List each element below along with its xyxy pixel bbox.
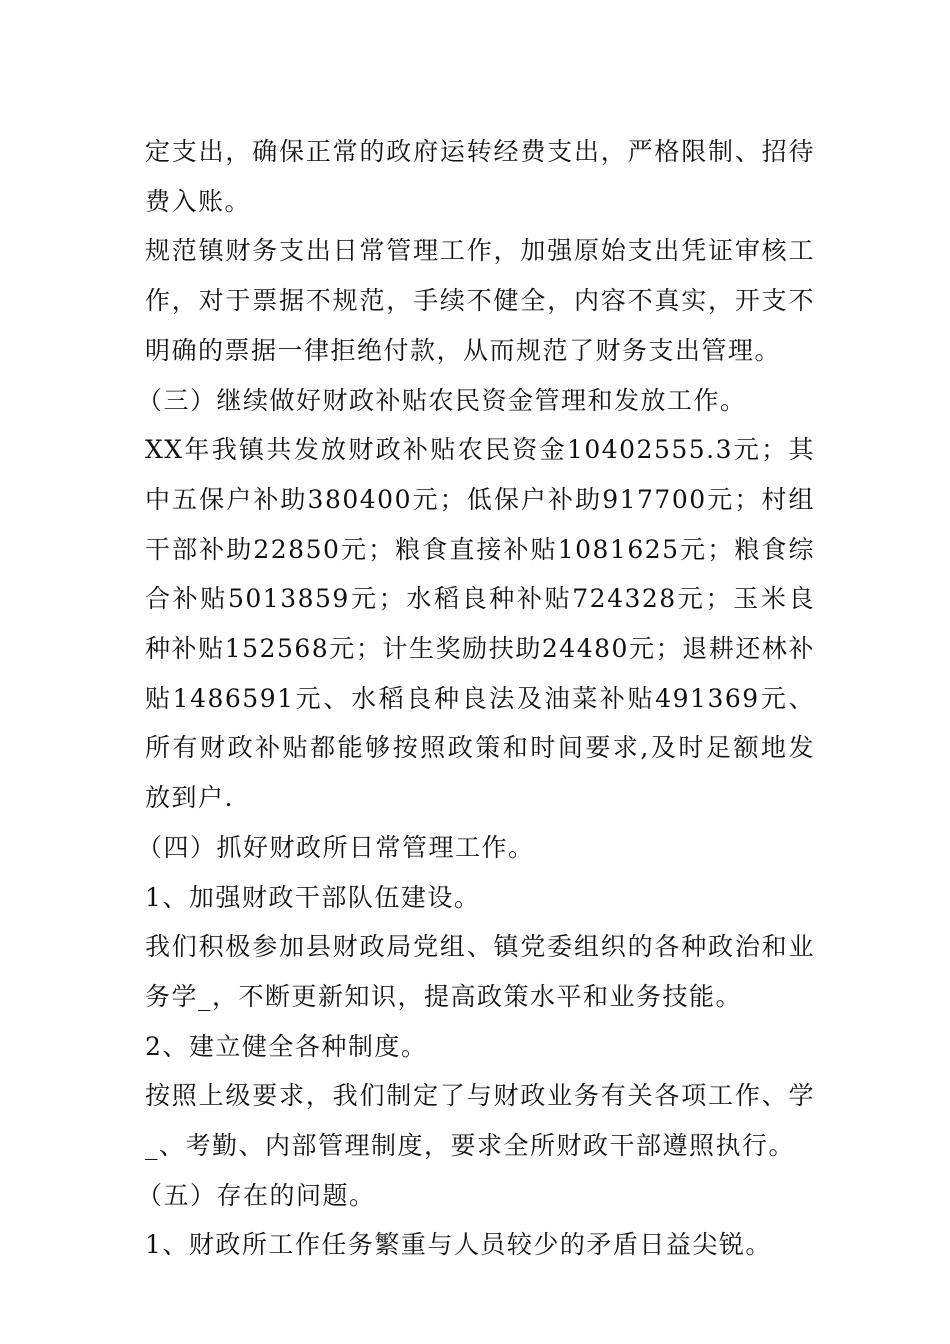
paragraph-systems: 按照上级要求，我们制定了与财政业务有关各项工作、学_、考勤、内部管理制度，要求全所财政干部遵照执行。 <box>145 1081 815 1161</box>
subheading-systems: 2、建立健全各种制度。 <box>145 1031 428 1061</box>
section-heading-4: （四）抓好财政所日常管理工作。 <box>137 832 535 862</box>
section-heading-5: （五）存在的问题。 <box>137 1180 376 1210</box>
paragraph-expenditure-management: 规范镇财务支出日常管理工作，加强原始支出凭证审核工作，对于票据不规范，手续不健全，内容不真实，开支不明确的票据一律拒绝付款，从而规范了财务支出管理。 <box>145 236 815 365</box>
section-heading-3: （三）继续做好财政补贴农民资金管理和发放工作。 <box>137 385 747 415</box>
paragraph-subsidy-details: XX年我镇共发放财政补贴农民资金10402555.3元；其中五保户补助380400元；低保户补助917700元；村组干部补助22850元；粮食直接补贴1081625元；粮食综合补贴5013859元；水稻良种补贴724328元；玉米良种补贴152568元；计生奖励扶助24480元；退耕还林补贴1486591元、水稻良种良法及油菜补贴491369元、所有财政补贴都能够按照政策和时间要求,及时足额地发放到户. <box>145 435 815 813</box>
paragraph-expenditure-control: 定支出，确保正常的政府运转经费支出，严格限制、招待费入账。 <box>145 137 815 216</box>
subheading-problem-1: 1、财政所工作任务繁重与人员较少的矛盾日益尖锐。 <box>145 1230 772 1260</box>
paragraph-team-building: 我们积极参加县财政局党组、镇党委组织的各种政治和业务学_，不断更新知识，提高政策水平和业务技能。 <box>145 932 815 1011</box>
subheading-team-building: 1、加强财政干部队伍建设。 <box>145 882 481 912</box>
document-body <box>137 127 815 1270</box>
